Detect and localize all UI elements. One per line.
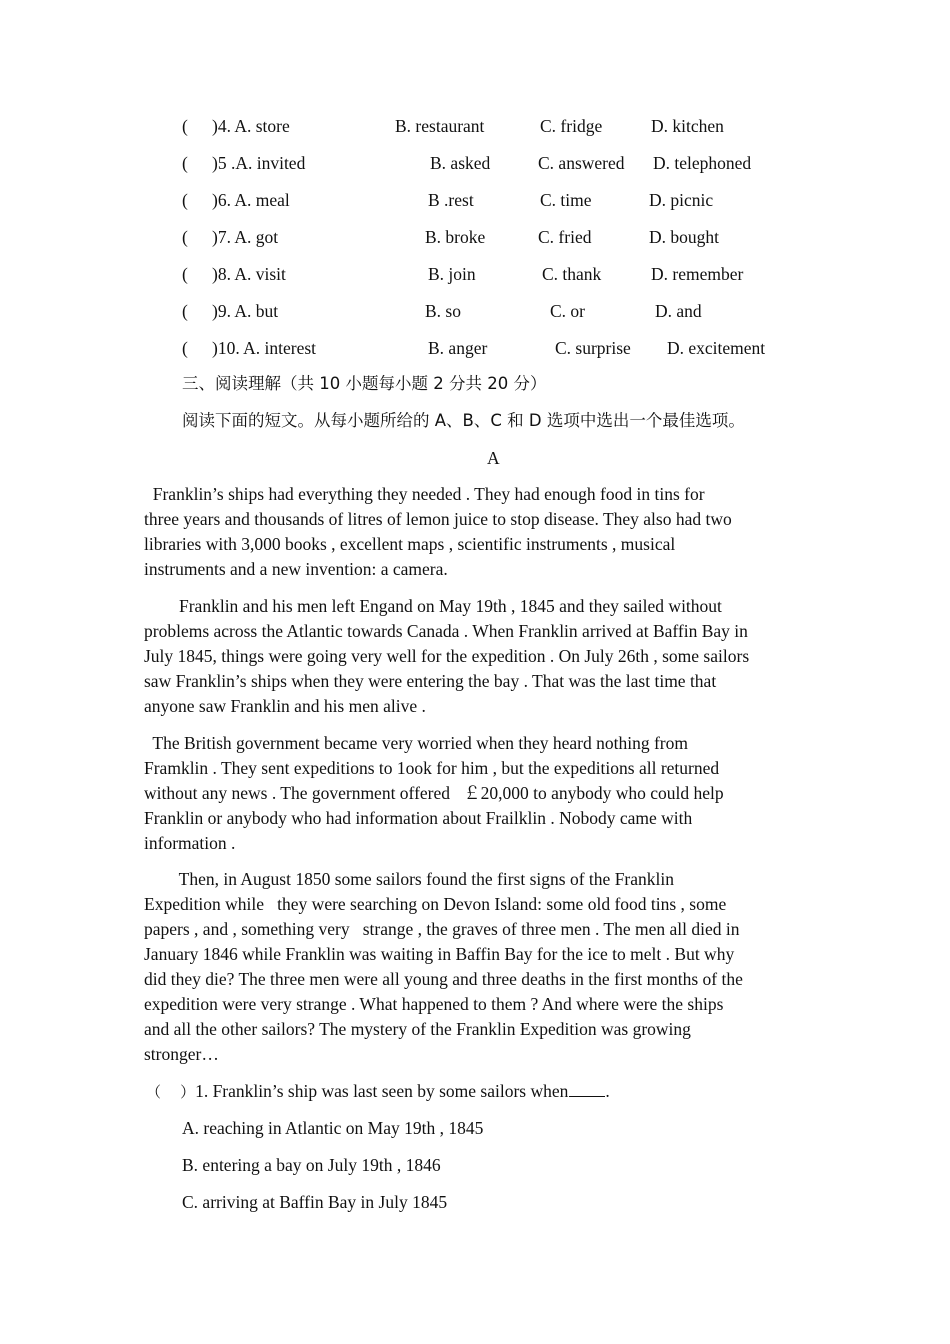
option-a: )6. A. meal: [212, 190, 290, 210]
option-b: B. so: [425, 301, 461, 321]
option-a: )10. A. interest: [212, 338, 317, 358]
passage-line: expedition were very strange . What happened to them ? And where were the ships: [144, 994, 724, 1014]
option-a: )4. A. store: [212, 116, 290, 136]
answer-paren: (: [182, 190, 188, 210]
option-a: )5 .A. invited: [212, 153, 306, 173]
option-b: B. join: [428, 264, 476, 284]
question-stem: 1. Franklin’s ship was last seen by some sailors when: [195, 1081, 569, 1101]
passage-line: stronger…: [144, 1044, 219, 1064]
option-c: C. thank: [542, 264, 602, 284]
passage-line: without any news . The government offered ￡20,000 to anybody who could help: [144, 783, 724, 803]
passage-paragraph-1: [144, 482, 814, 582]
question-choice-b: B. entering a bay on July 19th , 1846: [182, 1155, 441, 1175]
answer-paren: (: [182, 116, 188, 136]
option-c: C. answered: [538, 153, 625, 173]
option-row-4: [0, 113, 950, 139]
passage-line: papers , and , something very strange , the graves of three men . The men all died in: [144, 919, 740, 939]
passage-line: information .: [144, 833, 236, 853]
passage-line: anyone saw Franklin and his men alive .: [144, 696, 426, 716]
passage-line: three years and thousands of litres of lemon juice to stop disease. They also had two: [144, 509, 732, 529]
option-a: )8. A. visit: [212, 264, 286, 284]
section-instruction: 阅读下面的短文。从每小题所给的 A、B、C 和 D 选项中选出一个最佳选项。: [182, 411, 745, 430]
answer-paren: (: [182, 153, 188, 173]
answer-paren: (: [182, 264, 188, 284]
passage-line: January 1846 while Franklin was waiting in Baffin Bay for the ice to melt . But why: [144, 944, 735, 964]
passage-paragraph-3: [144, 731, 814, 856]
passage-line: Expedition while they were searching on Devon Island: some old food tins , some: [144, 894, 727, 914]
passage-line: Franklin’s ships had everything they needed . They had enough food in tins for: [144, 484, 705, 504]
option-row-10: [0, 335, 950, 361]
passage-line: Then, in August 1850 some sailors found the first signs of the Franklin: [144, 869, 674, 889]
option-b: B. asked: [430, 153, 491, 173]
passage-line: instruments and a new invention: a camera.: [144, 559, 448, 579]
passage-line: problems across the Atlantic towards Canada . When Franklin arrived at Baffin Bay in: [144, 621, 748, 641]
option-d: D. excitement: [667, 338, 766, 358]
passage-line: Framklin . They sent expeditions to 1ook for him , but the expeditions all returned: [144, 758, 720, 778]
section-heading: 三、阅读理解（共 10 小题每小题 2 分共 20 分）: [182, 374, 547, 393]
option-d: D. telephoned: [653, 153, 752, 173]
question-choice-a: A. reaching in Atlantic on May 19th , 1845: [182, 1118, 484, 1138]
answer-paren: （ ）: [146, 1083, 196, 1101]
option-c: C. or: [550, 301, 585, 321]
option-b: B. anger: [428, 338, 488, 358]
option-c: C. surprise: [555, 338, 631, 358]
passage-line: saw Franklin’s ships when they were entering the bay . That was the last time that: [144, 671, 717, 691]
passage-paragraph-2: [144, 594, 814, 719]
passage-line: Franklin and his men left Engand on May 19th , 1845 and they sailed without: [144, 596, 722, 616]
option-b: B .rest: [428, 190, 474, 210]
option-row-8: [0, 261, 950, 287]
passage-line: July 1845, things were going very well for the expedition . On July 26th , some sailors: [144, 646, 750, 666]
option-c: C. fried: [538, 227, 592, 247]
option-c: C. time: [540, 190, 592, 210]
answer-paren: (: [182, 338, 188, 358]
option-a: )7. A. got: [212, 227, 279, 247]
option-b: B. broke: [425, 227, 486, 247]
question-choice-c: C. arriving at Baffin Bay in July 1845: [182, 1192, 448, 1212]
passage-line: libraries with 3,000 books , excellent maps , scientific instruments , musical: [144, 534, 676, 554]
option-d: D. kitchen: [651, 116, 724, 136]
answer-blank: [569, 1079, 605, 1097]
question-end: .: [605, 1081, 610, 1101]
option-d: D. and: [655, 301, 702, 321]
passage-line: Franklin or anybody who had information about Frailklin . Nobody came with: [144, 808, 693, 828]
passage-label: A: [487, 448, 500, 468]
option-d: D. bought: [649, 227, 719, 247]
option-a: )9. A. but: [212, 301, 279, 321]
option-b: B. restaurant: [395, 116, 485, 136]
option-row-5: [0, 150, 950, 176]
passage-line: The British government became very worried when they heard nothing from: [144, 733, 688, 753]
option-d: D. remember: [651, 264, 744, 284]
option-c: C. fridge: [540, 116, 603, 136]
passage-line: and all the other sailors? The mystery of the Franklin Expedition was growing: [144, 1019, 691, 1039]
option-row-9: [0, 298, 950, 324]
option-row-7: [0, 224, 950, 250]
passage-line: did they die? The three men were all young and three deaths in the first months of the: [144, 969, 743, 989]
option-row-6: [0, 187, 950, 213]
passage-paragraph-4: [144, 867, 814, 1067]
option-d: D. picnic: [649, 190, 714, 210]
answer-paren: (: [182, 227, 188, 247]
answer-paren: (: [182, 301, 188, 321]
question-1: [146, 1078, 610, 1105]
